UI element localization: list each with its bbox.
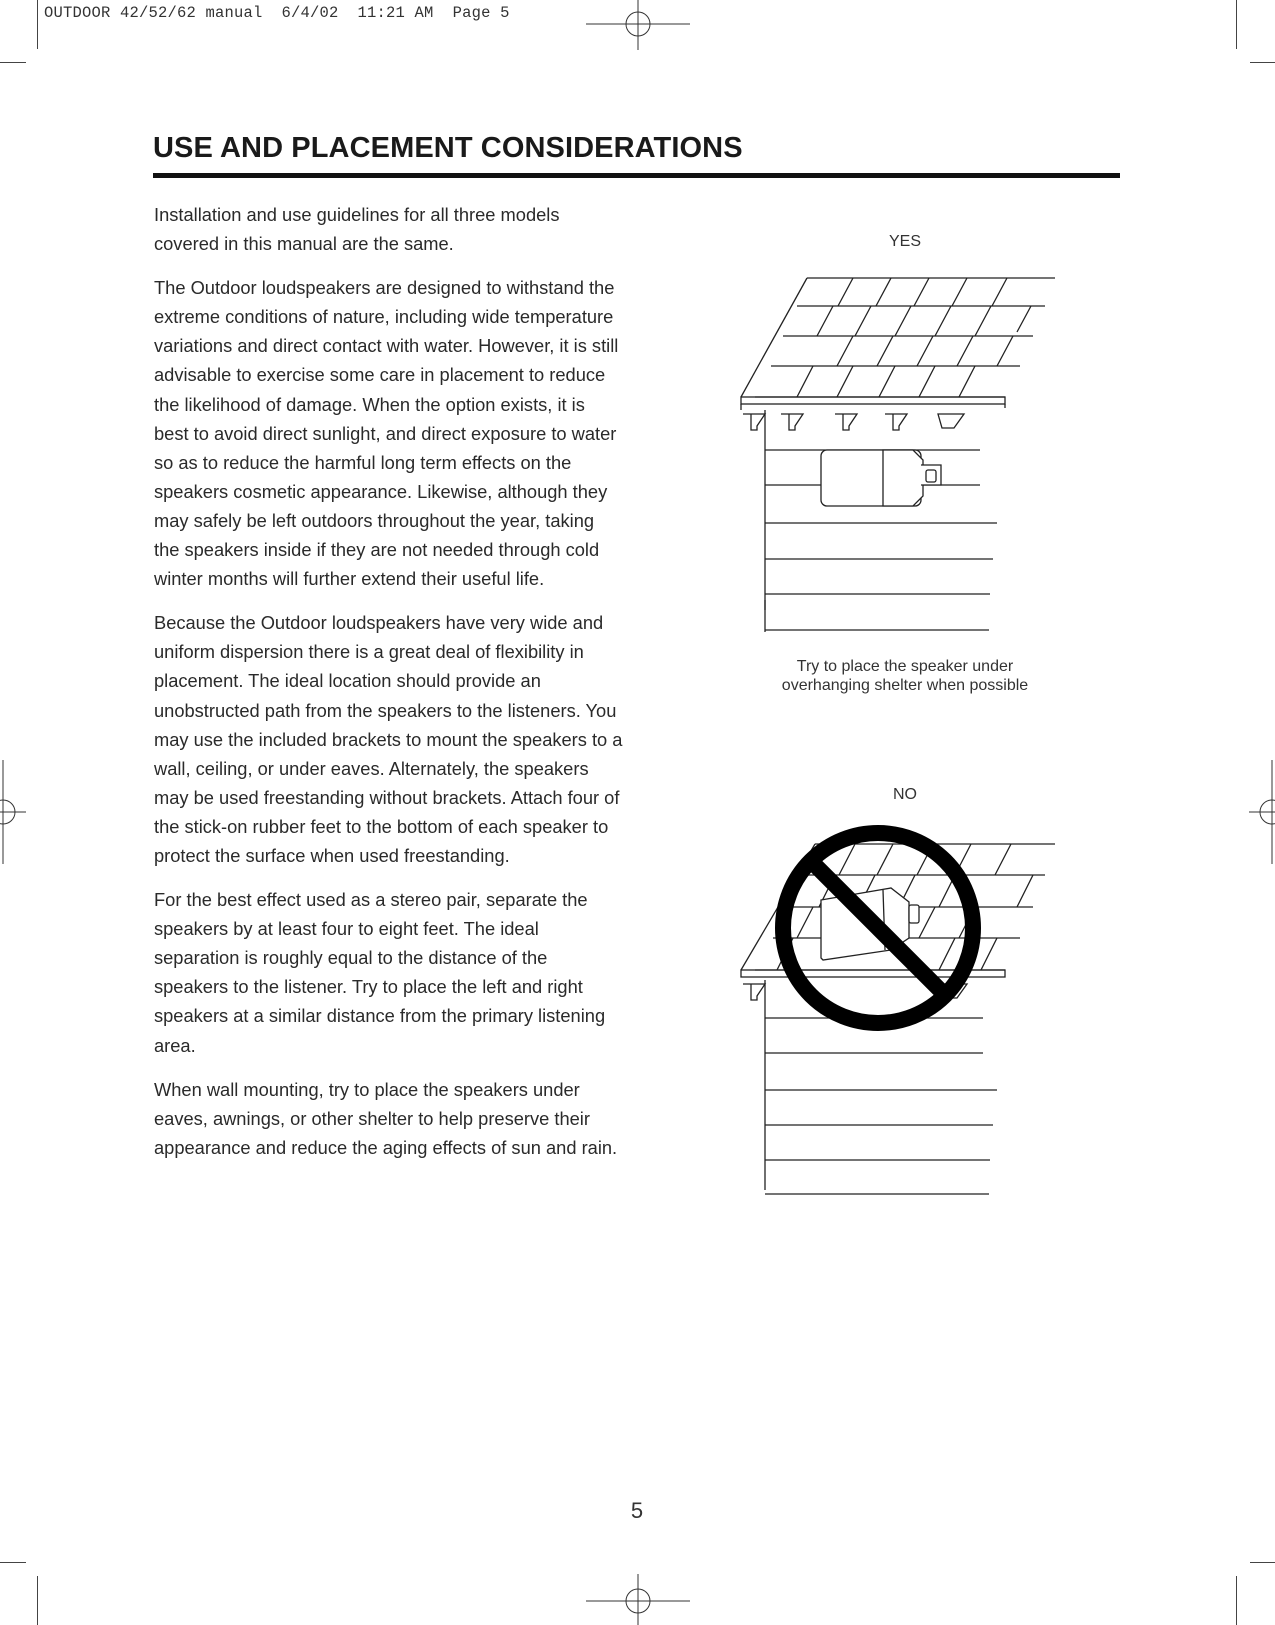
yes-caption-line: Try to place the speaker under: [796, 658, 1014, 675]
page-title: USE AND PLACEMENT CONSIDERATIONS: [153, 132, 743, 164]
registration-mark-left-icon: [0, 760, 26, 864]
registration-mark-top-icon: [586, 0, 690, 52]
yes-caption-line: overhanging shelter when possible: [781, 677, 1029, 694]
paragraph: Because the Outdoor loudspeakers have very wide and uniform dispersion there is a great deal of flexibility in placement. The ideal location should provide an unobstructed path from the speakers to the listeners. You may use the included brackets to mount the speakers to a wall, ceiling, or under eaves. Alternately, the speakers may be used freestanding without brackets. Attach four of the stick-on rubber feet to the bottom of each speaker to protect the surface when used freestanding.: [154, 612, 623, 866]
yes-caption: [755, 657, 1055, 695]
prohibition-icon: [783, 833, 973, 1023]
registration-mark-right-icon: [1249, 760, 1275, 864]
no-label: NO: [893, 786, 917, 803]
body-text: [154, 200, 624, 1177]
yes-label: YES: [888, 233, 921, 250]
page-number: 5: [630, 1498, 644, 1523]
paragraph: For the best effect used as a stereo pair, separate the speakers by at least four to eight feet. The ideal separation is roughly equal to the distance of the speakers to the listener. Try to place the left and right speakers at a similar distance from the primary listening area.: [154, 889, 606, 1056]
title-rule: [153, 173, 1120, 178]
paragraph: Installation and use guidelines for all three models covered in this manual are the same.: [154, 204, 560, 255]
speaker-on-roof-illustration: [735, 820, 1075, 1200]
paragraph: The Outdoor loudspeakers are designed to withstand the extreme conditions of nature, including wide temperature variations and direct contact with water. However, it is still advisable to exercise some care in placement to reduce the likelihood of damage. When the option exists, it is best to avoid direct sunlight, and direct exposure to water so as to reduce the harmful long term effects on the speakers cosmetic appearance. Likewise, although they may safely be left outdoors throughout the year, taking the speakers inside if they are not needed through cold winter months will further extend their useful life.: [154, 277, 619, 590]
paragraph: When wall mounting, try to place the speakers under eaves, awnings, or other shelter to help preserve their appearance and reduce the aging effects of sun and rain.: [154, 1078, 618, 1158]
registration-mark-bottom-icon: [586, 1574, 690, 1625]
print-slug: OUTDOOR 42/52/62 manual 6/4/02 11:21 AM Page 5: [44, 4, 510, 22]
speaker-under-eave-illustration: [735, 270, 1065, 640]
